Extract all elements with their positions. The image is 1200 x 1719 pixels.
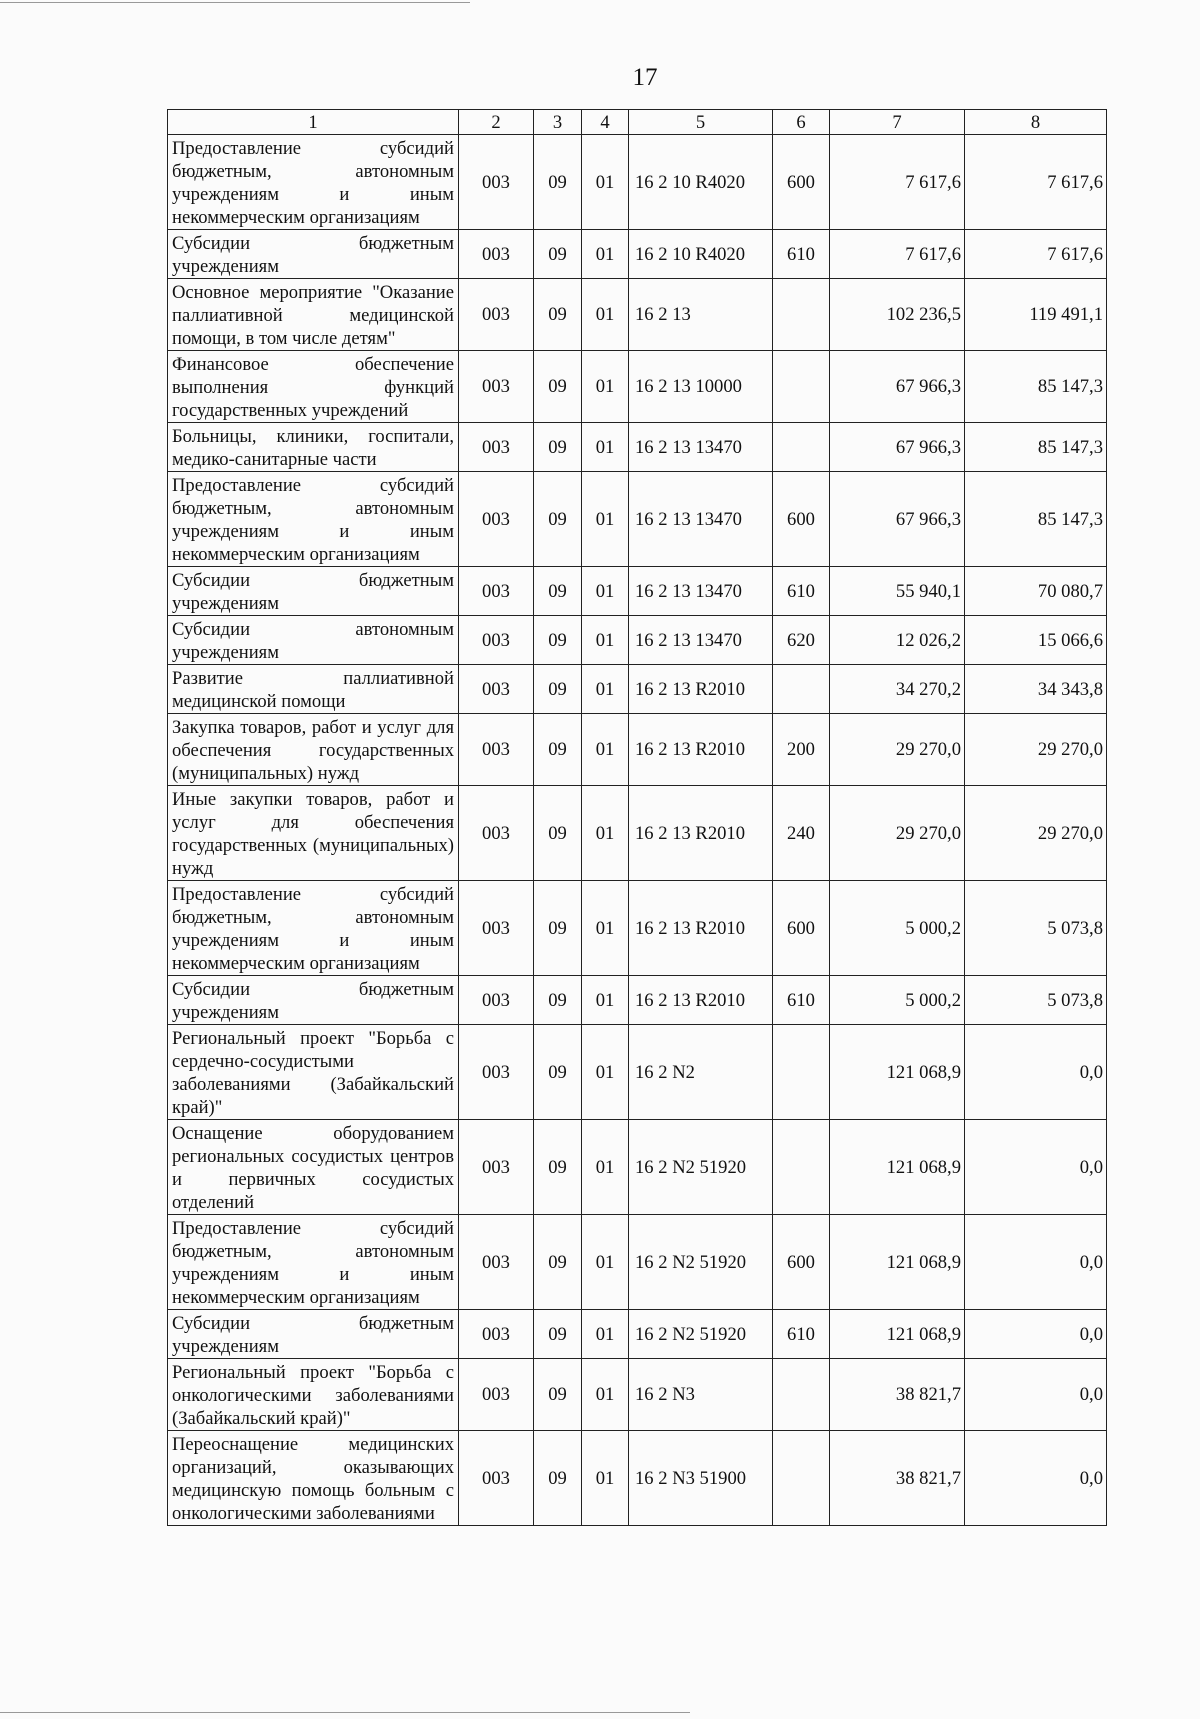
cell-target-article: 16 2 13 R2010 <box>629 665 773 714</box>
cell-target-article: 16 2 13 R2010 <box>629 714 773 786</box>
cell-amount-year2: 70 080,7 <box>965 567 1107 616</box>
cell-name: Предоставление субсидий бюджетным, автономным учреждениям и иным некоммерческим организациям <box>168 472 459 567</box>
cell-expense-type: 610 <box>773 976 830 1025</box>
table-row <box>168 616 1107 665</box>
cell-expense-type: 610 <box>773 567 830 616</box>
cell-target-article: 16 2 13 13470 <box>629 423 773 472</box>
column-header: 2 <box>459 110 534 135</box>
cell-subsection: 01 <box>582 665 629 714</box>
column-header: 8 <box>965 110 1107 135</box>
cell-expense-type: 620 <box>773 616 830 665</box>
cell-admin-code: 003 <box>459 1215 534 1310</box>
cell-amount-year2: 29 270,0 <box>965 714 1107 786</box>
cell-expense-type <box>773 351 830 423</box>
cell-admin-code: 003 <box>459 1025 534 1120</box>
table-row <box>168 976 1107 1025</box>
cell-name: Субсидии бюджетным учреждениям <box>168 567 459 616</box>
cell-amount-year2: 0,0 <box>965 1215 1107 1310</box>
cell-amount-year1: 121 068,9 <box>830 1215 965 1310</box>
cell-name: Переоснащение медицинских организаций, оказывающих медицинскую помощь больным с онкологическими заболеваниями <box>168 1431 459 1526</box>
cell-name: Предоставление субсидий бюджетным, автономным учреждениям и иным некоммерческим организациям <box>168 135 459 230</box>
cell-amount-year2: 34 343,8 <box>965 665 1107 714</box>
cell-amount-year1: 121 068,9 <box>830 1120 965 1215</box>
cell-subsection: 01 <box>582 423 629 472</box>
cell-admin-code: 003 <box>459 1310 534 1359</box>
cell-section: 09 <box>534 1215 582 1310</box>
cell-subsection: 01 <box>582 616 629 665</box>
cell-target-article: 16 2 13 R2010 <box>629 976 773 1025</box>
cell-admin-code: 003 <box>459 279 534 351</box>
cell-section: 09 <box>534 1120 582 1215</box>
cell-amount-year1: 7 617,6 <box>830 135 965 230</box>
cell-expense-type <box>773 423 830 472</box>
cell-target-article: 16 2 N2 51920 <box>629 1215 773 1310</box>
cell-amount-year1: 67 966,3 <box>830 423 965 472</box>
cell-expense-type: 200 <box>773 714 830 786</box>
cell-amount-year1: 121 068,9 <box>830 1025 965 1120</box>
cell-expense-type <box>773 1025 830 1120</box>
cell-admin-code: 003 <box>459 1120 534 1215</box>
table-row <box>168 1310 1107 1359</box>
cell-amount-year1: 121 068,9 <box>830 1310 965 1359</box>
cell-expense-type <box>773 279 830 351</box>
cell-admin-code: 003 <box>459 786 534 881</box>
cell-name: Развитие паллиативной медицинской помощи <box>168 665 459 714</box>
cell-amount-year1: 55 940,1 <box>830 567 965 616</box>
cell-target-article: 16 2 13 <box>629 279 773 351</box>
cell-subsection: 01 <box>582 567 629 616</box>
cell-name: Субсидии бюджетным учреждениям <box>168 976 459 1025</box>
cell-section: 09 <box>534 135 582 230</box>
cell-target-article: 16 2 13 10000 <box>629 351 773 423</box>
cell-target-article: 16 2 13 13470 <box>629 472 773 567</box>
cell-amount-year2: 15 066,6 <box>965 616 1107 665</box>
cell-name: Иные закупки товаров, работ и услуг для обеспечения государственных (муниципальных) нужд <box>168 786 459 881</box>
cell-name: Субсидии бюджетным учреждениям <box>168 1310 459 1359</box>
cell-target-article: 16 2 13 13470 <box>629 567 773 616</box>
cell-subsection: 01 <box>582 714 629 786</box>
cell-name: Закупка товаров, работ и услуг для обеспечения государственных (муниципальных) нужд <box>168 714 459 786</box>
cell-admin-code: 003 <box>459 351 534 423</box>
cell-amount-year1: 38 821,7 <box>830 1431 965 1526</box>
cell-amount-year2: 7 617,6 <box>965 230 1107 279</box>
table-body <box>168 110 1107 1526</box>
cell-amount-year1: 7 617,6 <box>830 230 965 279</box>
cell-section: 09 <box>534 665 582 714</box>
cell-section: 09 <box>534 1431 582 1526</box>
cell-target-article: 16 2 N3 51900 <box>629 1431 773 1526</box>
cell-section: 09 <box>534 881 582 976</box>
cell-expense-type: 240 <box>773 786 830 881</box>
cell-amount-year2: 85 147,3 <box>965 351 1107 423</box>
cell-subsection: 01 <box>582 351 629 423</box>
cell-expense-type: 600 <box>773 472 830 567</box>
cell-subsection: 01 <box>582 976 629 1025</box>
cell-amount-year1: 102 236,5 <box>830 279 965 351</box>
table-row <box>168 1431 1107 1526</box>
cell-expense-type: 600 <box>773 135 830 230</box>
cell-subsection: 01 <box>582 135 629 230</box>
cell-name: Региональный проект "Борьба с сердечно-сосудистыми заболеваниями (Забайкальский край)" <box>168 1025 459 1120</box>
cell-expense-type: 600 <box>773 881 830 976</box>
cell-expense-type <box>773 1431 830 1526</box>
cell-amount-year1: 67 966,3 <box>830 472 965 567</box>
cell-subsection: 01 <box>582 786 629 881</box>
table-header-row <box>168 110 1107 135</box>
cell-section: 09 <box>534 423 582 472</box>
cell-target-article: 16 2 N3 <box>629 1359 773 1431</box>
cell-amount-year1: 67 966,3 <box>830 351 965 423</box>
table-row <box>168 351 1107 423</box>
cell-expense-type: 600 <box>773 1215 830 1310</box>
scan-edge-top <box>0 2 470 3</box>
page-number: 17 <box>632 64 658 91</box>
table-row <box>168 230 1107 279</box>
cell-expense-type <box>773 1120 830 1215</box>
cell-amount-year2: 5 073,8 <box>965 881 1107 976</box>
cell-name: Региональный проект "Борьба с онкологическими заболеваниями (Забайкальский край)" <box>168 1359 459 1431</box>
cell-section: 09 <box>534 567 582 616</box>
cell-name: Финансовое обеспечение выполнения функций государственных учреждений <box>168 351 459 423</box>
column-header: 1 <box>168 110 459 135</box>
table-row <box>168 786 1107 881</box>
cell-admin-code: 003 <box>459 616 534 665</box>
cell-name: Оснащение оборудованием региональных сосудистых центров и первичных сосудистых отделений <box>168 1120 459 1215</box>
cell-name: Основное мероприятие "Оказание паллиативной медицинской помощи, в том числе детям" <box>168 279 459 351</box>
cell-expense-type <box>773 1359 830 1431</box>
column-header: 4 <box>582 110 629 135</box>
cell-expense-type: 610 <box>773 1310 830 1359</box>
cell-subsection: 01 <box>582 1215 629 1310</box>
table-row <box>168 472 1107 567</box>
column-header: 7 <box>830 110 965 135</box>
cell-amount-year2: 0,0 <box>965 1359 1107 1431</box>
cell-section: 09 <box>534 786 582 881</box>
cell-admin-code: 003 <box>459 976 534 1025</box>
cell-admin-code: 003 <box>459 135 534 230</box>
cell-amount-year2: 7 617,6 <box>965 135 1107 230</box>
cell-amount-year1: 12 026,2 <box>830 616 965 665</box>
cell-amount-year1: 34 270,2 <box>830 665 965 714</box>
cell-amount-year2: 0,0 <box>965 1120 1107 1215</box>
table-row <box>168 135 1107 230</box>
cell-section: 09 <box>534 616 582 665</box>
cell-subsection: 01 <box>582 472 629 567</box>
cell-section: 09 <box>534 351 582 423</box>
cell-section: 09 <box>534 230 582 279</box>
cell-section: 09 <box>534 279 582 351</box>
table-row <box>168 1215 1107 1310</box>
cell-section: 09 <box>534 714 582 786</box>
cell-subsection: 01 <box>582 230 629 279</box>
cell-subsection: 01 <box>582 1359 629 1431</box>
cell-expense-type: 610 <box>773 230 830 279</box>
column-header: 6 <box>773 110 830 135</box>
cell-name: Предоставление субсидий бюджетным, автономным учреждениям и иным некоммерческим организациям <box>168 881 459 976</box>
cell-amount-year2: 5 073,8 <box>965 976 1107 1025</box>
cell-amount-year1: 29 270,0 <box>830 714 965 786</box>
cell-admin-code: 003 <box>459 472 534 567</box>
cell-amount-year2: 29 270,0 <box>965 786 1107 881</box>
cell-admin-code: 003 <box>459 881 534 976</box>
cell-section: 09 <box>534 976 582 1025</box>
cell-amount-year2: 85 147,3 <box>965 472 1107 567</box>
table-row <box>168 279 1107 351</box>
scan-edge-bottom <box>0 1712 690 1713</box>
table-row <box>168 1025 1107 1120</box>
cell-amount-year2: 119 491,1 <box>965 279 1107 351</box>
table-row <box>168 714 1107 786</box>
cell-expense-type <box>773 665 830 714</box>
cell-target-article: 16 2 13 R2010 <box>629 786 773 881</box>
cell-section: 09 <box>534 1359 582 1431</box>
cell-admin-code: 003 <box>459 714 534 786</box>
cell-target-article: 16 2 13 R2010 <box>629 881 773 976</box>
cell-admin-code: 003 <box>459 1359 534 1431</box>
cell-section: 09 <box>534 472 582 567</box>
cell-target-article: 16 2 10 R4020 <box>629 230 773 279</box>
cell-subsection: 01 <box>582 881 629 976</box>
cell-amount-year1: 29 270,0 <box>830 786 965 881</box>
cell-target-article: 16 2 13 13470 <box>629 616 773 665</box>
cell-amount-year2: 0,0 <box>965 1025 1107 1120</box>
table-row <box>168 423 1107 472</box>
cell-name: Субсидии бюджетным учреждениям <box>168 230 459 279</box>
cell-amount-year1: 5 000,2 <box>830 976 965 1025</box>
table-row <box>168 665 1107 714</box>
budget-table <box>167 109 1107 1526</box>
cell-target-article: 16 2 N2 <box>629 1025 773 1120</box>
cell-admin-code: 003 <box>459 423 534 472</box>
cell-amount-year1: 38 821,7 <box>830 1359 965 1431</box>
column-header: 3 <box>534 110 582 135</box>
cell-admin-code: 003 <box>459 1431 534 1526</box>
cell-amount-year1: 5 000,2 <box>830 881 965 976</box>
table-row <box>168 881 1107 976</box>
cell-name: Субсидии автономным учреждениям <box>168 616 459 665</box>
cell-amount-year2: 85 147,3 <box>965 423 1107 472</box>
cell-name: Больницы, клиники, госпитали, медико-санитарные части <box>168 423 459 472</box>
cell-target-article: 16 2 N2 51920 <box>629 1310 773 1359</box>
cell-admin-code: 003 <box>459 230 534 279</box>
cell-subsection: 01 <box>582 279 629 351</box>
cell-section: 09 <box>534 1025 582 1120</box>
cell-admin-code: 003 <box>459 665 534 714</box>
table-row <box>168 1120 1107 1215</box>
column-header: 5 <box>629 110 773 135</box>
cell-amount-year2: 0,0 <box>965 1310 1107 1359</box>
table-row <box>168 1359 1107 1431</box>
cell-admin-code: 003 <box>459 567 534 616</box>
cell-amount-year2: 0,0 <box>965 1431 1107 1526</box>
cell-section: 09 <box>534 1310 582 1359</box>
cell-target-article: 16 2 N2 51920 <box>629 1120 773 1215</box>
cell-subsection: 01 <box>582 1431 629 1526</box>
cell-subsection: 01 <box>582 1310 629 1359</box>
cell-name: Предоставление субсидий бюджетным, автономным учреждениям и иным некоммерческим организациям <box>168 1215 459 1310</box>
cell-subsection: 01 <box>582 1120 629 1215</box>
cell-target-article: 16 2 10 R4020 <box>629 135 773 230</box>
cell-subsection: 01 <box>582 1025 629 1120</box>
table-row <box>168 567 1107 616</box>
